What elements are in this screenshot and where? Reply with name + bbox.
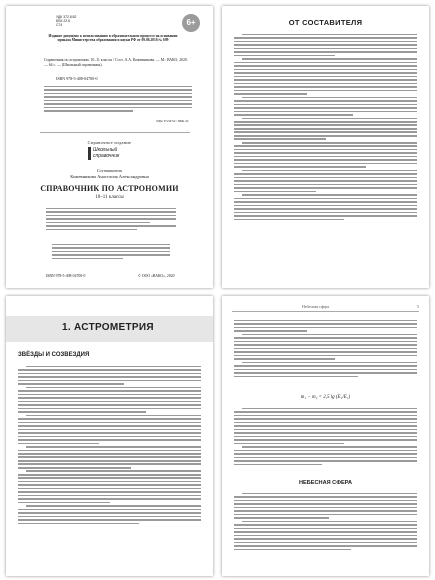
approval-note: Издание допущено к использованию в образовательном процессе на основании приказа Министерства образования и науки РФ от 09.06.2016 № 699 <box>48 34 178 43</box>
running-header <box>232 301 419 312</box>
chapter-page <box>6 296 213 576</box>
running-head-title: Небесная сфера <box>302 304 330 309</box>
divider <box>40 132 190 133</box>
grades-label: 10–11 классы <box>95 195 124 200</box>
chapter-title: 1. АСТРОМЕТРИЯ <box>62 322 154 333</box>
series-name: Школьный справочник <box>93 147 120 159</box>
udk-block <box>56 15 76 27</box>
compiler-name: Кожевникова Анастасия Александровна <box>70 174 149 179</box>
text-page <box>222 296 429 576</box>
author-mark: С74 <box>56 23 63 28</box>
series-label: Справочное издание <box>87 140 132 145</box>
text-upper <box>234 318 417 379</box>
copyright-udk-block: УДК 372.8:52 / ББК 22 <box>156 119 189 123</box>
catalog-entry: Справочник по астрономии. 10–11 классы / Сост. А.А. Кожевникова. — М.: ВАКО, 2020. — 64 с. — (Школьный справочник). <box>44 58 188 67</box>
imprint-page <box>6 6 213 288</box>
bbk-code: ББК 22.6 <box>56 19 70 24</box>
foreword-heading: ОТ СОСТАВИТЕЛЯ <box>288 18 363 27</box>
printer-details <box>52 242 170 261</box>
age-rating-badge: 6+ <box>182 14 200 32</box>
chapter-body <box>18 364 201 526</box>
publisher-rights: © ООО «ВАКО», 2020 <box>138 274 175 278</box>
udk-code: УДК 372.8:52 <box>56 15 77 19</box>
page-number: 5 <box>417 304 419 309</box>
series-logo-bar <box>88 147 91 160</box>
compiler-label: Составитель <box>96 168 123 173</box>
section-title: НЕБЕСНАЯ СФЕРА <box>298 480 353 486</box>
section-title: ЗВЁЗДЫ И СОЗВЕЗДИЯ <box>18 352 90 358</box>
formula: m₁ − m₂ = 2,5 lg (E₂/E₁) <box>300 395 351 400</box>
text-middle <box>234 406 417 467</box>
text-lower <box>234 491 417 552</box>
foreword-page <box>222 6 429 288</box>
foreword-body <box>234 32 417 222</box>
book-title: СПРАВОЧНИК ПО АСТРОНОМИИ <box>40 184 179 193</box>
isbn-bottom: ISBN 978-5-408-04700-0 <box>46 274 86 278</box>
print-details <box>46 206 176 232</box>
isbn-line-top: ISBN 978-5-408-04700-0 <box>56 76 98 81</box>
series-logo <box>88 147 132 160</box>
annotation-text <box>44 84 192 114</box>
